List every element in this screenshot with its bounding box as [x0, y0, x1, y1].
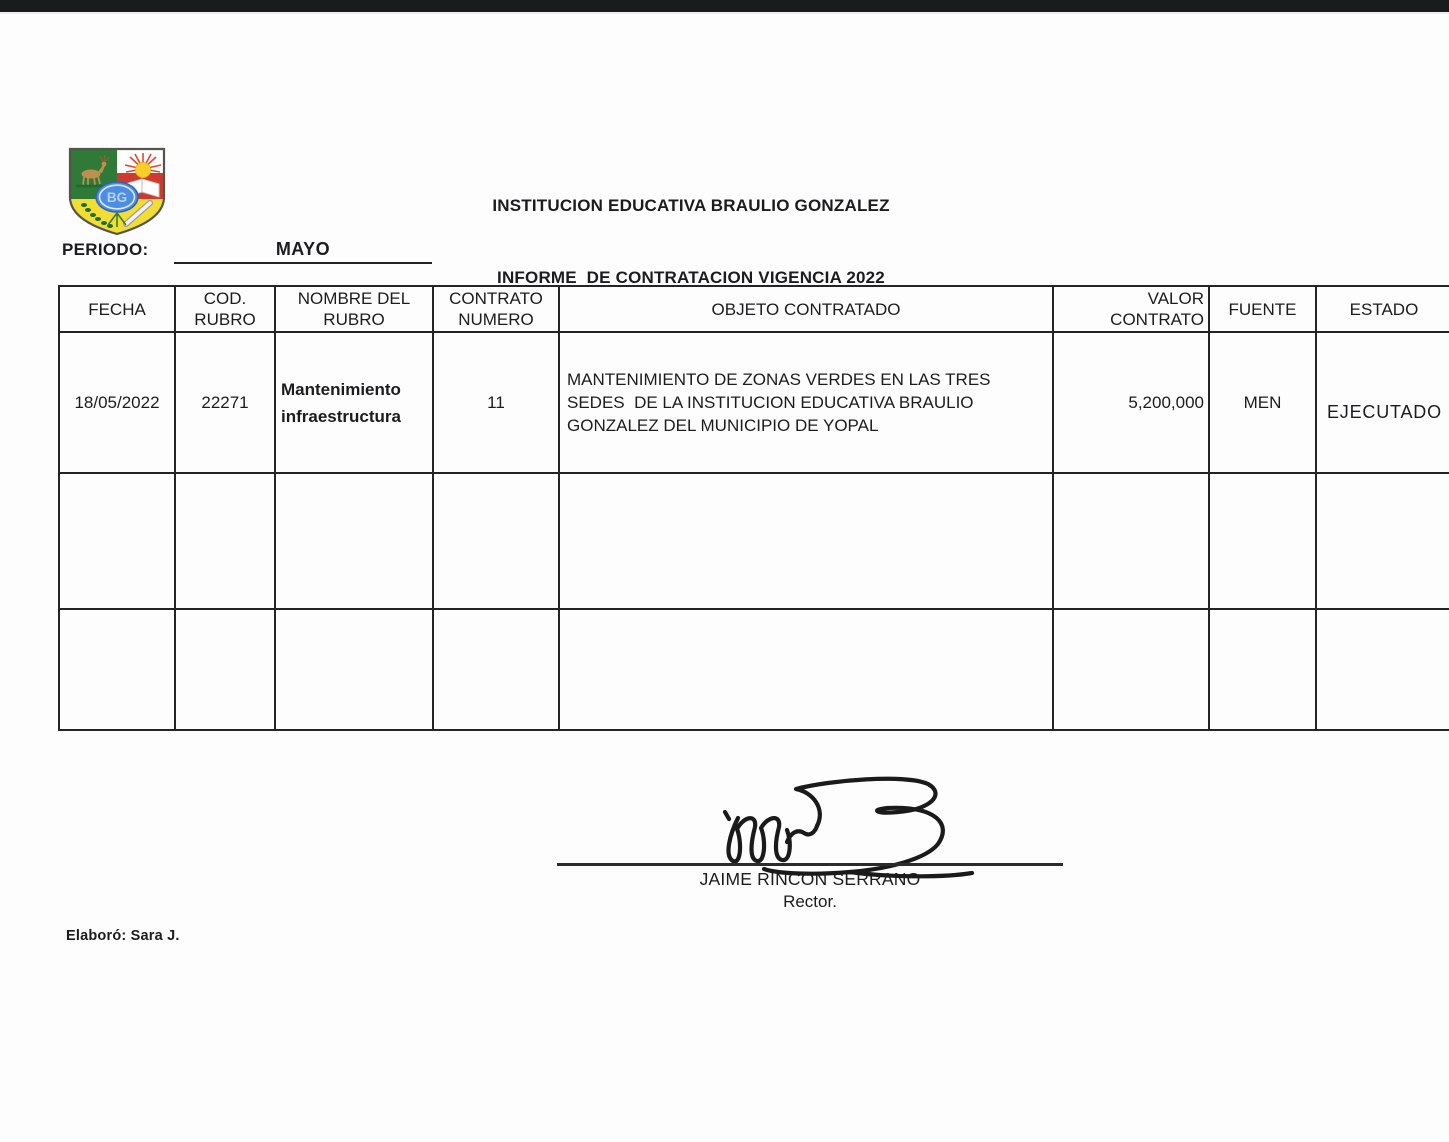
- header-contrato-numero: CONTRATO NUMERO: [433, 286, 559, 332]
- signer-role: Rector.: [783, 892, 837, 911]
- header-nombre-rubro: NOMBRE DEL RUBRO: [275, 286, 433, 332]
- header-valor-contrato: VALOR CONTRATO: [1053, 286, 1209, 332]
- periodo-label: PERIODO:: [62, 240, 149, 259]
- header-estado: ESTADO: [1316, 286, 1449, 332]
- cell-fuente: [1209, 473, 1316, 609]
- cell-objeto: [559, 609, 1053, 730]
- cell-fecha: [59, 473, 175, 609]
- header-fuente: FUENTE: [1209, 286, 1316, 332]
- periodo-value: MAYO: [174, 239, 432, 264]
- contracts-table: [58, 285, 1449, 743]
- cell-contrato-numero: [433, 609, 559, 730]
- cell-estado: [1316, 609, 1449, 730]
- signature-line: [557, 863, 1063, 866]
- cell-valor: [1053, 609, 1209, 730]
- cell-fecha: 18/05/2022: [59, 332, 175, 473]
- cell-contrato-numero: [433, 473, 559, 609]
- cell-nombre-rubro: Mantenimiento infraestructura: [275, 332, 433, 473]
- cell-objeto: MANTENIMIENTO DE ZONAS VERDES EN LAS TRES SEDES DE LA INSTITUCION EDUCATIVA BRAULIO GONZALEZ DEL MUNICIPIO DE YOPAL: [559, 332, 1053, 473]
- table-header-row: [59, 286, 1449, 332]
- header-objeto: OBJETO CONTRATADO: [559, 286, 1053, 332]
- cell-fuente: [1209, 609, 1316, 730]
- table-row: [59, 332, 1449, 473]
- cell-nombre-rubro: [275, 609, 433, 730]
- title-line-1: INSTITUCION EDUCATIVA BRAULIO GONZALEZ: [492, 196, 890, 215]
- cell-valor: [1053, 473, 1209, 609]
- cell-valor: 5,200,000: [1053, 332, 1209, 473]
- title-line-2: INFORME DE CONTRATACION VIGENCIA 2022: [497, 268, 885, 287]
- cell-contrato-numero: 11: [433, 332, 559, 473]
- header-fecha: FECHA: [59, 286, 175, 332]
- cell-cod-rubro: 22271: [175, 332, 275, 473]
- cell-fecha: [59, 609, 175, 730]
- table-row-empty: [59, 473, 1449, 609]
- table-row-empty: [59, 609, 1449, 730]
- cell-cod-rubro: [175, 609, 275, 730]
- cell-estado: [1316, 473, 1449, 609]
- header-cod-rubro: COD. RUBRO: [175, 286, 275, 332]
- svg-text:BG: BG: [106, 190, 128, 205]
- crest-monogram: [96, 182, 138, 212]
- school-crest-logo: [64, 145, 170, 239]
- cell-cod-rubro: [175, 473, 275, 609]
- scan-top-black-bar: [0, 0, 1449, 14]
- cell-nombre-rubro: [275, 473, 433, 609]
- cell-objeto: [559, 473, 1053, 609]
- cell-estado: EJECUTADO: [1316, 332, 1449, 473]
- signer-name: JAIME RINCON SERRANO: [699, 869, 921, 889]
- cell-fuente: MEN: [1209, 332, 1316, 473]
- elaboro-note: Elaboró: Sara J.: [66, 928, 180, 944]
